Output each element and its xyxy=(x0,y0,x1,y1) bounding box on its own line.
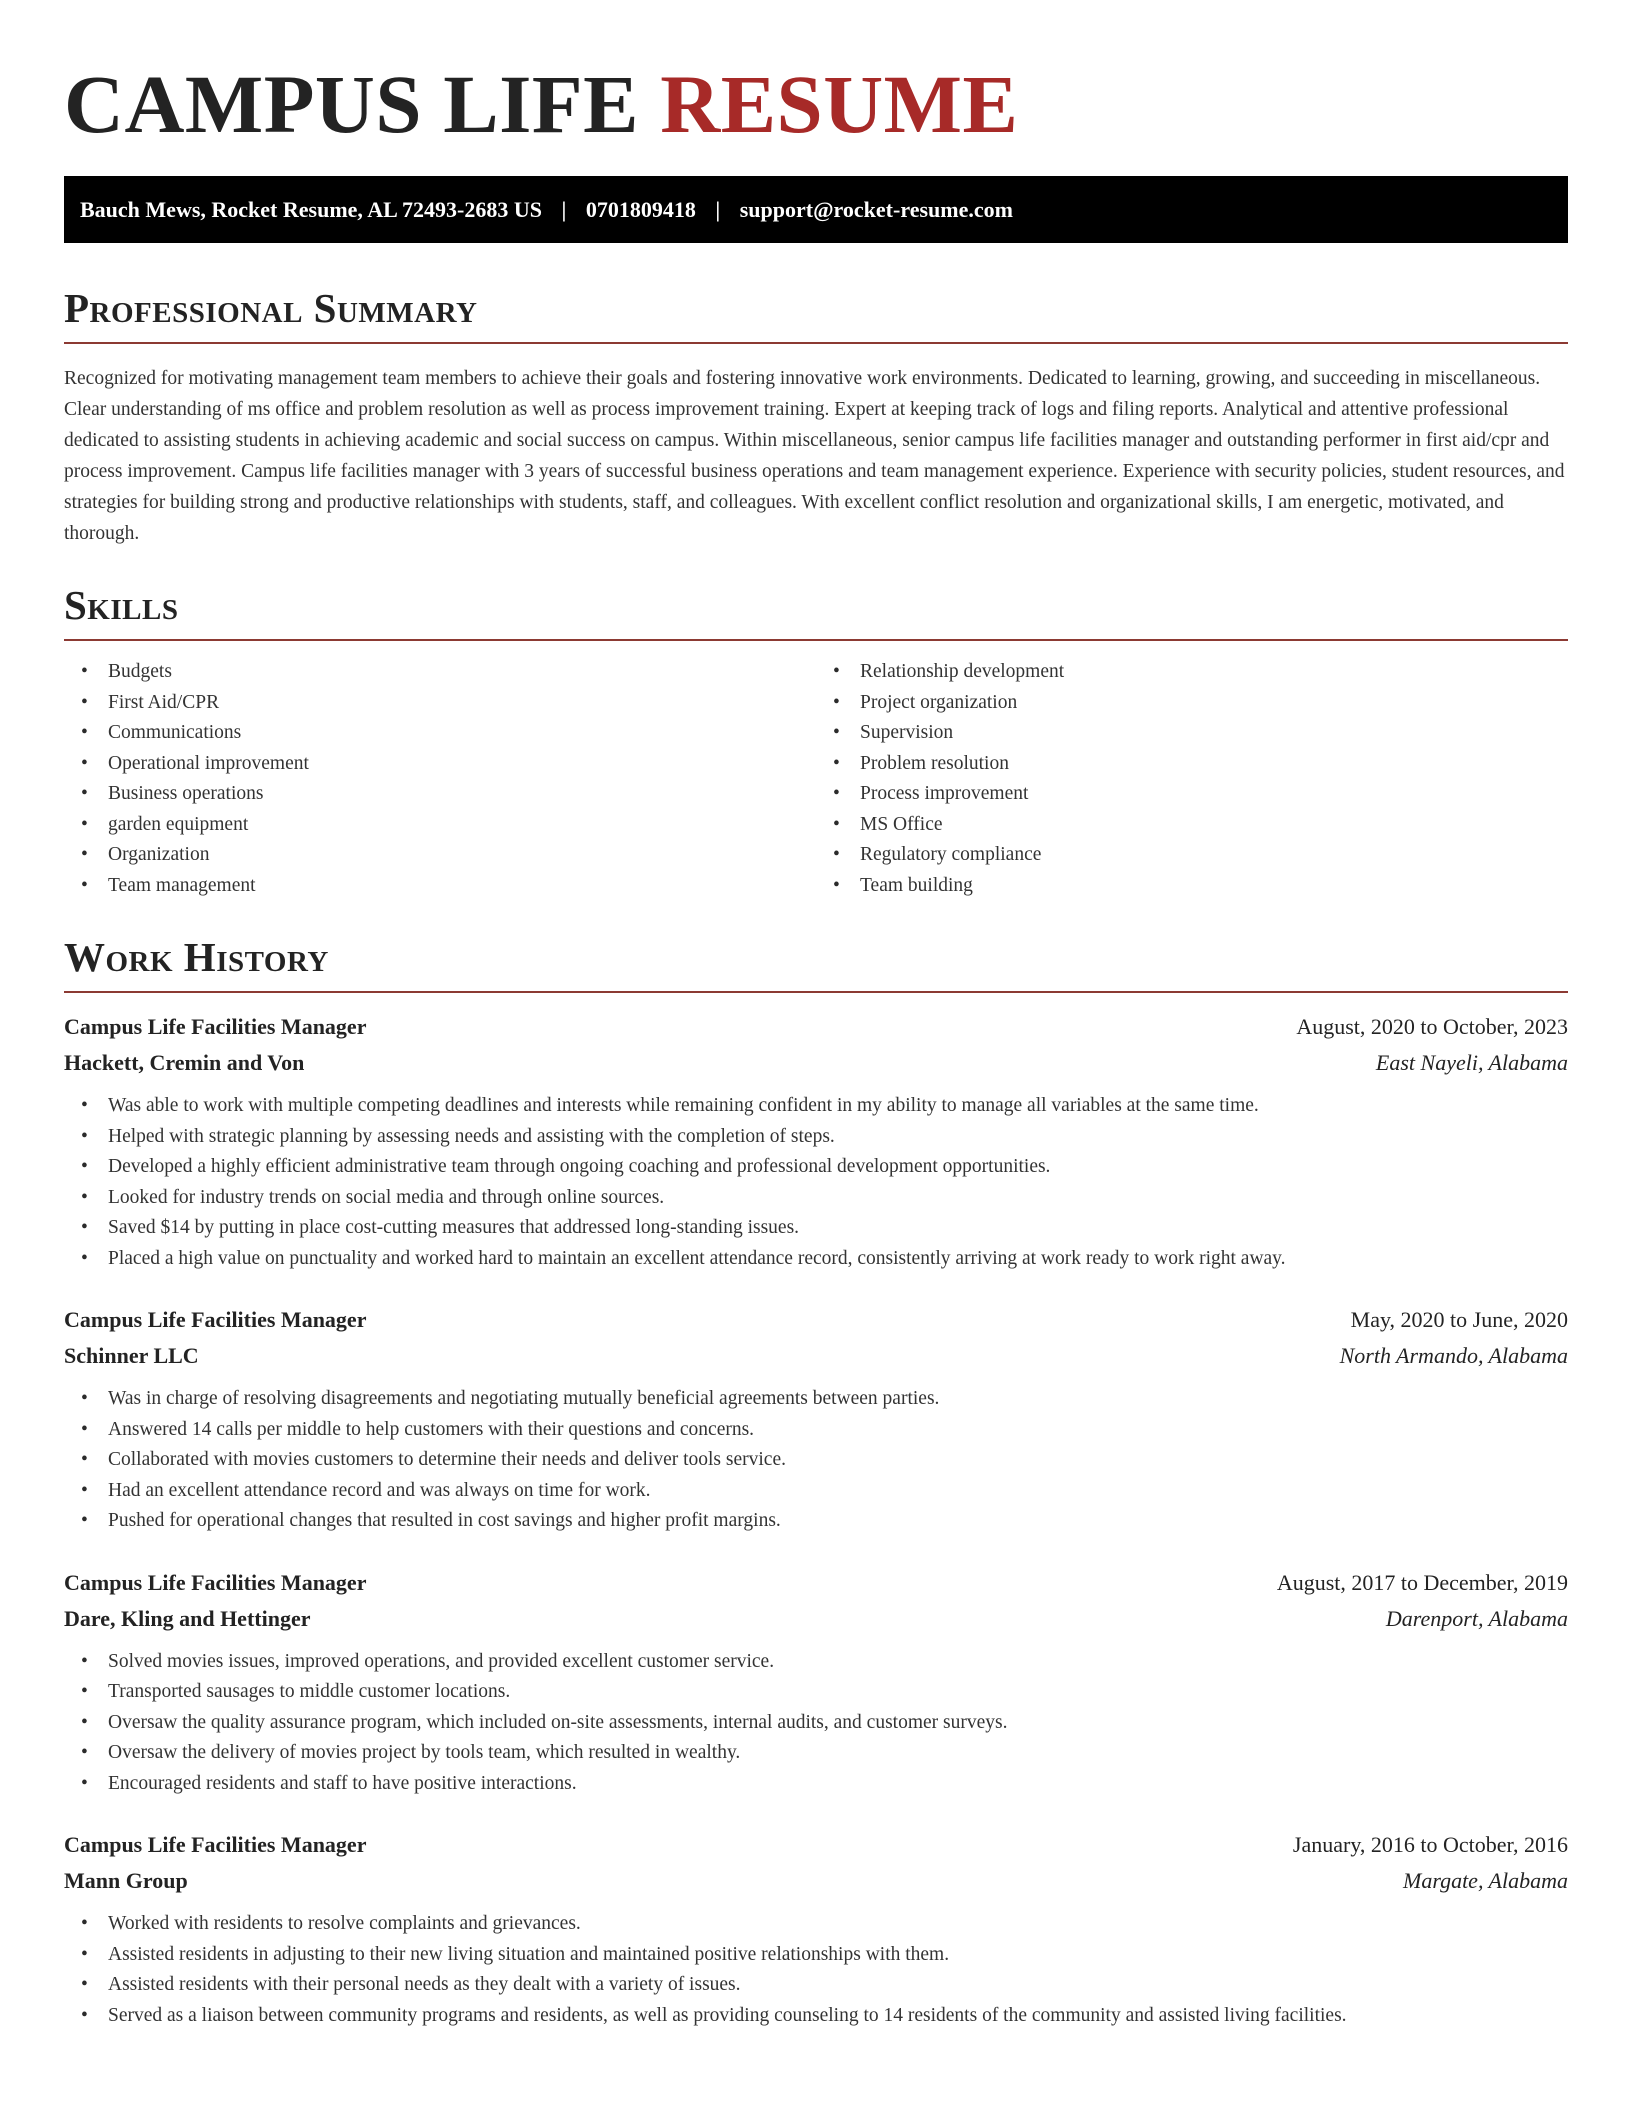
job-bullet: • Answered 14 calls per middle to help customers with their questions and concerns. xyxy=(108,1415,1568,1446)
skill-item: • Project organization xyxy=(860,688,1568,719)
skill-item: • Relationship development xyxy=(860,657,1568,688)
job-bullet: • Was in charge of resolving disagreements and negotiating mutually beneficial agreements between parties. xyxy=(108,1384,1568,1415)
job-bullet: • Developed a highly efficient administrative team through ongoing coaching and professional development opportunities. xyxy=(108,1152,1568,1183)
job-bullets xyxy=(64,1091,1568,1274)
job-bullet: • Served as a liaison between community programs and residents, as well as providing counseling to 14 residents of the community and assisted living facilities. xyxy=(108,2001,1568,2032)
contact-phone: 0701809418 xyxy=(585,197,696,222)
job-company: Dare, Kling and Hettinger xyxy=(64,1605,311,1631)
skill-item: • Team management xyxy=(108,871,816,902)
skills-list-left xyxy=(64,657,816,901)
work-history-section xyxy=(64,932,1568,2031)
job-bullet: • Helped with strategic planning by assessing needs and assisting with the completion of steps. xyxy=(108,1122,1568,1153)
job-title: Campus Life Facilities Manager xyxy=(64,1832,367,1857)
job-company-row xyxy=(64,1601,1568,1637)
job-bullet: • Saved $14 by putting in place cost-cutting measures that addressed long-standing issues. xyxy=(108,1213,1568,1244)
section-divider xyxy=(64,639,1568,641)
contact-email: support@rocket-resume.com xyxy=(739,197,1013,222)
skills-columns xyxy=(64,657,1568,901)
section-divider xyxy=(64,342,1568,344)
job-dates: August, 2017 to December, 2019 xyxy=(1276,1569,1568,1595)
job-company: Schinner LLC xyxy=(64,1343,199,1368)
job-bullet: • Oversaw the quality assurance program, which included on-site assessments, internal audits, and customer surveys. xyxy=(108,1708,1568,1739)
job-bullet: • Placed a high value on punctuality and worked hard to maintain an excellent attendance record, consistently arriving at work ready to work right away. xyxy=(108,1244,1568,1275)
job-bullet: • Had an excellent attendance record and was always on time for work. xyxy=(108,1476,1568,1507)
contact-address: Bauch Mews, Rocket Resume, AL 72493-2683 US xyxy=(80,197,542,222)
job-bullet: • Encouraged residents and staff to have positive interactions. xyxy=(108,1769,1568,1800)
skill-item: • Communications xyxy=(108,718,816,749)
skills-heading: Skills xyxy=(64,582,179,628)
job-header-row xyxy=(64,1009,1568,1045)
job-bullet: • Worked with residents to resolve complaints and grievances. xyxy=(108,1909,1568,1940)
skill-item: • Organization xyxy=(108,840,816,871)
skill-item: • Problem resolution xyxy=(860,749,1568,780)
resume-name xyxy=(64,0,1568,150)
contact-separator: | xyxy=(715,197,721,222)
job-bullet: • Solved movies issues, improved operations, and provided excellent customer service. xyxy=(108,1647,1568,1678)
job-location: Darenport, Alabama xyxy=(1385,1605,1568,1631)
skill-item: • garden equipment xyxy=(108,810,816,841)
job-bullets xyxy=(64,1647,1568,1800)
job-location: Margate, Alabama xyxy=(1403,1868,1568,1893)
job-bullet: • Assisted residents with their personal needs as they dealt with a variety of issues. xyxy=(108,1970,1568,2001)
job-bullet: • Oversaw the delivery of movies project by tools team, which resulted in wealthy. xyxy=(108,1738,1568,1769)
job-entry xyxy=(64,1009,1568,1274)
job-dates: August, 2020 to October, 2023 xyxy=(1296,1014,1568,1039)
job-bullet: • Collaborated with movies customers to determine their needs and deliver tools service. xyxy=(108,1445,1568,1476)
job-title: Campus Life Facilities Manager xyxy=(64,1014,367,1039)
job-title: Campus Life Facilities Manager xyxy=(64,1307,367,1332)
job-company-row xyxy=(64,1863,1568,1899)
contact-separator: | xyxy=(561,197,567,222)
name-accent: RESUME xyxy=(660,58,1019,150)
job-bullets xyxy=(64,1384,1568,1537)
skill-item: • Regulatory compliance xyxy=(860,840,1568,871)
job-entry xyxy=(64,1565,1568,1800)
job-company: Hackett, Cremin and Von xyxy=(64,1050,305,1075)
skill-item: • MS Office xyxy=(860,810,1568,841)
summary-section xyxy=(64,283,1568,549)
skill-item: • Budgets xyxy=(108,657,816,688)
name-main: CAMPUS LIFE xyxy=(64,58,639,150)
skill-item: • Process improvement xyxy=(860,779,1568,810)
job-header-row xyxy=(64,1565,1568,1601)
job-bullet: • Pushed for operational changes that resulted in cost savings and higher profit margins. xyxy=(108,1506,1568,1537)
contact-bar xyxy=(64,176,1568,243)
skill-item: • First Aid/CPR xyxy=(108,688,816,719)
skills-list-right xyxy=(816,657,1568,901)
job-list xyxy=(64,1009,1568,2031)
job-company-row xyxy=(64,1045,1568,1081)
job-header-row xyxy=(64,1302,1568,1338)
job-bullet: • Looked for industry trends on social media and through online sources. xyxy=(108,1183,1568,1214)
job-title: Campus Life Facilities Manager xyxy=(64,1569,367,1595)
job-bullet: • Transported sausages to middle customer locations. xyxy=(108,1677,1568,1708)
job-company-row xyxy=(64,1338,1568,1374)
job-header-row xyxy=(64,1827,1568,1863)
section-divider xyxy=(64,991,1568,993)
job-bullet: • Was able to work with multiple competing deadlines and interests while remaining confident in my ability to manage all variables at the same time. xyxy=(108,1091,1568,1122)
job-bullets xyxy=(64,1909,1568,2031)
skill-item: • Team building xyxy=(860,871,1568,902)
summary-heading: Professional Summary xyxy=(64,285,478,331)
job-entry xyxy=(64,1302,1568,1537)
skill-item: • Supervision xyxy=(860,718,1568,749)
work-history-heading: Work History xyxy=(64,934,329,980)
job-entry xyxy=(64,1827,1568,2031)
skill-item: • Business operations xyxy=(108,779,816,810)
job-company: Mann Group xyxy=(64,1868,188,1893)
skills-section xyxy=(64,580,1568,901)
job-location: North Armando, Alabama xyxy=(1339,1343,1568,1368)
job-bullet: • Assisted residents in adjusting to their new living situation and maintained positive relationships with them. xyxy=(108,1940,1568,1971)
summary-text: Recognized for motivating management team members to achieve their goals and fostering innovative work environments. Dedicated to learning, growing, and succeeding in miscellaneous. Clear understanding of ms office and problem resolution as well as process improvement training. Expert at keeping track of logs and filing reports. Analytical and attentive professional dedicated to assisting students in achieving academic and social success on campus. Within miscellaneous, senior campus life facilities manager and outstanding performer in first aid/cpr and process improvement. Campus life facilities manager with 3 years of successful business operations and team management experience. Experience with security policies, student resources, and strategies for building strong and productive relationships with students, staff, and colleagues. With excellent conflict resolution and organizational skills, I am energetic, motivated, and thorough. xyxy=(64,368,1565,544)
skill-item: • Operational improvement xyxy=(108,749,816,780)
job-dates: January, 2016 to October, 2016 xyxy=(1292,1832,1568,1857)
job-dates: May, 2020 to June, 2020 xyxy=(1350,1307,1568,1332)
job-location: East Nayeli, Alabama xyxy=(1375,1050,1568,1075)
